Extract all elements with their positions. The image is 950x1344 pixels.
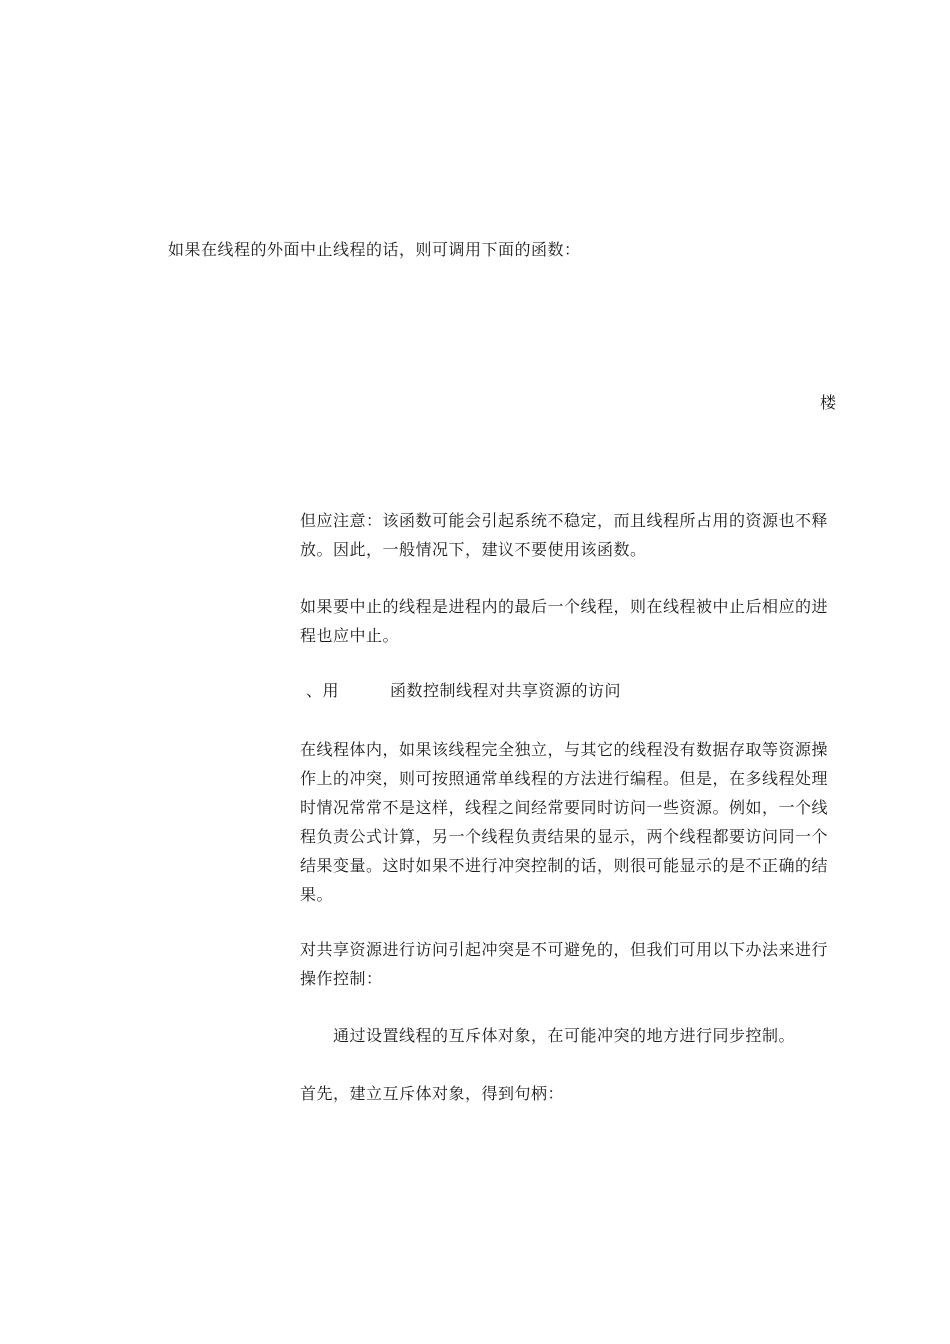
last-thread-paragraph-line: 如果要中止的线程是进程内的最后一个线程，则在线程被中止后相应的进 (300, 597, 829, 616)
first-step-line: 首先，建立互斥体对象，得到句柄： (300, 1084, 565, 1103)
section-heading-title: 函数控制线程对共享资源的访问 (390, 681, 622, 700)
note-paragraph-line: 但应注意：该函数可能会引起系统不稳定，而且线程所占用的资源也不释 (300, 511, 829, 530)
conflict-paragraph-line: 在线程体内，如果该线程完全独立，与其它的线程没有数据存取等资源操 (300, 740, 829, 759)
side-mark: 楼 (820, 393, 837, 412)
conflict-paragraph-line: 时情况常常不是这样，线程之间经常要同时访问一些资源。例如，一个线 (300, 798, 829, 817)
last-thread-paragraph-line: 程也应中止。 (300, 626, 400, 645)
note-paragraph (300, 506, 840, 564)
conflict-paragraph-line: 果。 (300, 885, 334, 904)
section-heading-prefix: 、用 (306, 681, 340, 700)
avoid-paragraph (300, 935, 840, 993)
note-paragraph-line: 放。因此，一般情况下，建议不要使用该函数。 (300, 540, 647, 559)
last-thread-paragraph (300, 592, 840, 650)
avoid-paragraph-line: 操作控制： (300, 969, 383, 988)
mutex-line: 通过设置线程的互斥体对象，在可能冲突的地方进行同步控制。 (333, 1026, 796, 1045)
conflict-paragraph-line: 程负责公式计算，另一个线程负责结果的显示，两个线程都要访问同一个 (300, 827, 829, 846)
conflict-paragraph (300, 735, 840, 909)
intro-line: 如果在线程的外面中止线程的话，则可调用下面的函数： (168, 240, 581, 259)
avoid-paragraph-line: 对共享资源进行访问引起冲突是不可避免的，但我们可用以下办法来进行 (300, 940, 829, 959)
conflict-paragraph-line: 作上的冲突，则可按照通常单线程的方法进行编程。但是，在多线程处理 (300, 769, 829, 788)
conflict-paragraph-line: 结果变量。这时如果不进行冲突控制的话，则很可能显示的是不正确的结 (300, 856, 829, 875)
